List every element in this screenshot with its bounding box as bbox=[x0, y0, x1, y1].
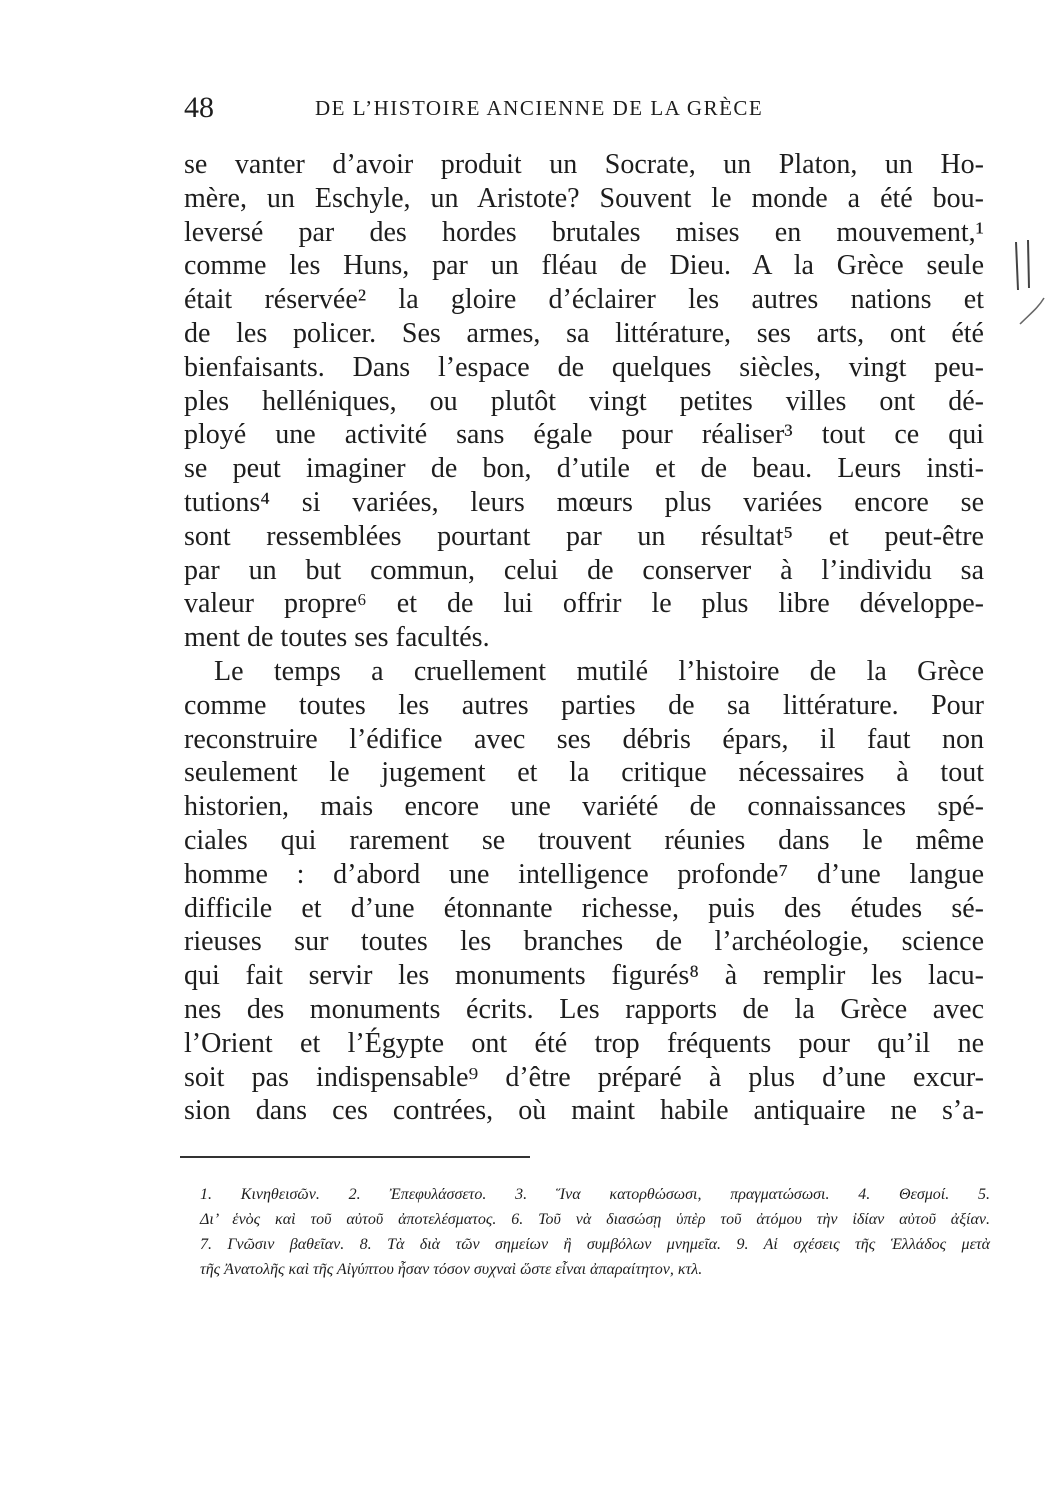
body-line: valeur propre⁶ et de lui offrir le plus libre développe- bbox=[184, 588, 984, 620]
body-line: Le temps a cruellement mutilé l’histoire de la Grèce bbox=[214, 655, 984, 687]
body-line: ployé une activité sans égale pour réaliser³ tout ce qui bbox=[184, 419, 984, 451]
body-text bbox=[184, 148, 984, 1128]
body-line: homme : d’abord une intelligence profonde⁷ d’une langue bbox=[184, 858, 984, 890]
body-line: comme les Huns, par un fléau de Dieu. A la Grèce seule bbox=[184, 250, 984, 282]
footnotes bbox=[200, 1182, 990, 1282]
body-line: reconstruire l’édifice avec ses débris épars, il faut non bbox=[184, 723, 984, 755]
body-line: sion dans ces contrées, où maint habile antiquaire ne s’a- bbox=[184, 1095, 984, 1127]
body-line: difficile et d’une étonnante richesse, puis des études sé- bbox=[184, 892, 984, 924]
body-line: de les policer. Ses armes, sa littérature, ses arts, ont été bbox=[184, 317, 984, 349]
body-line: nes des monuments écrits. Les rapports de la Grèce avec bbox=[184, 993, 984, 1025]
page-number: 48 bbox=[184, 91, 214, 124]
footnote-rule bbox=[180, 1156, 530, 1158]
body-line: soit pas indispensable⁹ d’être préparé à plus d’une excur- bbox=[184, 1061, 984, 1093]
body-line: était réservée² la gloire d’éclairer les autres nations et bbox=[184, 284, 984, 316]
body-line: ples helléniques, ou plutôt vingt petites villes ont dé- bbox=[184, 385, 984, 417]
body-line: l’Orient et l’Égypte ont été trop fréquents pour qu’il ne bbox=[184, 1027, 984, 1059]
footnote-line: 1. Κινηθεισῶν. 2. Ἐπεφυλάσσετο. 3. Ἵνα κατορθώσωσι, πραγματώσωσι. 4. Θεσμοί. 5. bbox=[200, 1186, 990, 1203]
body-line: ciales qui rarement se trouvent réunies dans le même bbox=[184, 824, 984, 856]
body-line: qui fait servir les monuments figurés⁸ à remplir les lacu- bbox=[184, 960, 984, 992]
body-line: mère, un Eschyle, un Aristote? Souvent le monde a été bou- bbox=[184, 182, 984, 214]
body-line: par un but commun, celui de conserver à l’individu sa bbox=[184, 554, 984, 586]
body-line: comme toutes les autres parties de sa littérature. Pour bbox=[184, 689, 984, 721]
footnote-line: 7. Γνῶσιν βαθεῖαν. 8. Τὰ διὰ τῶν σημείων ἢ συμβόλων μνημεῖα. 9. Αἱ σχέσεις τῆς Ἑλλάδος μετὰ bbox=[200, 1236, 990, 1253]
footnote-line: τῆς Ἀνατολῆς καὶ τῆς Αἰγύπτου ἦσαν τόσον συχναὶ ὥστε εἶναι ἀπαραίτητον, κτλ. bbox=[200, 1261, 703, 1278]
running-title: DE L’HISTOIRE ANCIENNE DE LA GRÈCE bbox=[315, 96, 764, 120]
body-line: tutions⁴ si variées, leurs mœurs plus variées encore se bbox=[184, 486, 984, 518]
footnote-line: Δι’ ἑνὸς καὶ τοῦ αὐτοῦ ἀποτελέσματος. 6. Τοῦ νὰ διασώσῃ ὑπὲρ τοῦ ἀτόμου τὴν ἰδίαν αὐτοῦ ἀξίαν. bbox=[200, 1211, 990, 1228]
body-line: se peut imaginer de bon, d’utile et de beau. Leurs insti- bbox=[184, 453, 984, 485]
body-line: historien, mais encore une variété de connaissances spé- bbox=[184, 791, 984, 823]
body-line: seulement le jugement et la critique nécessaires à tout bbox=[184, 757, 984, 789]
body-line: bienfaisants. Dans l’espace de quelques siècles, vingt peu- bbox=[184, 351, 984, 383]
handwritten-margin-mark bbox=[1008, 232, 1048, 332]
body-line: rieuses sur toutes les branches de l’archéologie, science bbox=[184, 926, 984, 958]
body-line: ment de toutes ses facultés. bbox=[184, 622, 490, 654]
body-line: sont ressemblées pourtant par un résultat⁵ et peut-être bbox=[184, 520, 984, 552]
body-line: leversé par des hordes brutales mises en mouvement,¹ bbox=[184, 216, 984, 248]
body-line: se vanter d’avoir produit un Socrate, un Platon, un Ho- bbox=[184, 149, 984, 180]
